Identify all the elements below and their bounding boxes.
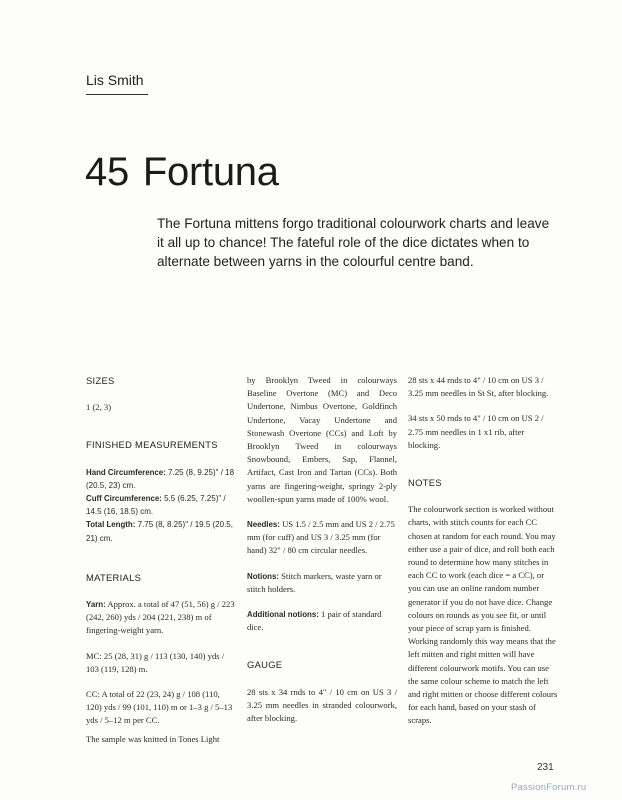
cuff-circumference [86, 492, 236, 518]
notions-value: Stitch markers, waste yarn or stitch holders. [247, 570, 382, 594]
intro-paragraph: The Fortuna mittens forgo traditional colourwork charts and leave it all up to chance! The fateful role of the dice dictates when to alternate between yarns in the colourful centre band. [157, 216, 550, 269]
hand-circumference [86, 466, 236, 492]
column-1 [86, 374, 236, 740]
gauge-line-3: 34 sts x 50 rnds to 4" / 10 cm on US 2 / 2.75 mm needles in 1 x1 rib, after blocking. [408, 413, 544, 450]
sample-text-col1 [86, 733, 244, 747]
sizes-heading: SIZES [86, 375, 115, 386]
pattern-name: Fortuna [142, 150, 279, 194]
sample-text: by Brooklyn Tweed in colourways Baseline Overtone (MC) and Deco Undertone, Nimbus Overtone, Goldfinch Undertone, Vacay Undertone and Stonewash Overtone (CCs) and Loft by Brooklyn Tweed in colourways Snowbound, Embers, Sap, Flannel, Artifact, Cast Iron and Tartan (CCs). Both yarns are fingering-weight, springy 2-ply woollen-spun yarns made of 100% wool. [247, 375, 397, 504]
total-length-label: Total Length: [86, 520, 136, 530]
total-length [86, 518, 236, 544]
pattern-number: 45 [85, 150, 129, 194]
yarn-label: Yarn: [86, 600, 106, 610]
total-length-value: 7.75 (8, 8.25)" / 19.5 (20.5, 21) cm. [86, 520, 233, 543]
hand-circumference-value: 7.25 (8, 9.25)" / 18 (20.5, 23) cm. [86, 467, 235, 490]
column-3 [408, 374, 558, 740]
notions-info [247, 570, 397, 596]
sizes-value: 1 (2, 3) [86, 402, 112, 413]
cuff-circumference-value: 5.5 (6.25, 7.25)" / 14.5 (16, 18.5) cm. [86, 494, 226, 517]
notes-heading: NOTES [408, 477, 442, 489]
finished-measurements-heading: FINISHED MEASUREMENTS [86, 439, 218, 451]
needles-label: Needles: [247, 520, 280, 530]
notions-label: Notions: [247, 571, 279, 581]
author-name: Lis Smith [86, 72, 148, 95]
gauge-line-2: 28 sts x 44 rnds to 4" / 10 cm on US 3 / 3.25 mm needles in St St, after blocking. [408, 375, 549, 399]
needles-value: US 1.5 / 2.5 mm and US 2 / 2.75 mm (for cuff) and US 3 / 3.25 mm (for hand) 32" / 80 cm circular needles. [247, 519, 395, 556]
measurements-block [86, 466, 236, 545]
additional-notions-label: Additional notions: [247, 610, 319, 620]
sample-text-start: The sample was knitted in Tones Light [86, 734, 220, 744]
cuff-circumference-label: Cuff Circumference: [86, 494, 162, 504]
additional-notions-info [247, 608, 397, 634]
needles-info [247, 518, 397, 558]
cc-info: CC: A total of 22 (23, 24) g / 108 (110, 120) yds / 99 (101, 110) m or 1–3 g / 5–13 yds / 5–12 m per CC. [86, 689, 233, 726]
pattern-title [85, 150, 279, 195]
materials-heading: MATERIALS [86, 571, 142, 583]
yarn-info [86, 598, 236, 638]
intro-text [157, 214, 557, 271]
additional-notions-value: 1 pair of standard dice. [247, 609, 382, 633]
hand-circumference-label: Hand Circumference: [86, 467, 166, 477]
watermark: PassionForum.ru [511, 782, 587, 793]
column-2 [247, 374, 397, 737]
page-number: 231 [537, 762, 554, 773]
mc-info: MC: 25 (28, 31) g / 113 (130, 140) yds / 103 (119, 128) m. [86, 650, 225, 674]
gauge-heading: GAUGE [247, 659, 283, 671]
yarn-value: Approx. a total of 47 (51, 56) g / 223 (242, 260) yds / 204 (221, 238) m of fingering-weight yarn. [86, 599, 235, 636]
notes-text: The colourwork section is worked without charts, with stitch counts for each CC chosen at random for each round. You may either use a pair of dice, and roll both each round to determine how many stitches in each CC to work (each dice = a CC), or you can use an online random number generator if you do not have dice. Change colours on rounds as you see fit, or until your piece of scrap yarn is finished. Working randomly this way means that the left mitten and right mitten will have different colourwork motifs. You can use the same colour scheme to match the left and right mitten or choose different colours for each hand, based on your stash of scraps. [408, 504, 558, 726]
gauge-line-1: 28 sts x 34 rnds to 4" / 10 cm on US 3 / 3.25 mm needles in stranded colourwork, after blocking. [247, 686, 397, 724]
